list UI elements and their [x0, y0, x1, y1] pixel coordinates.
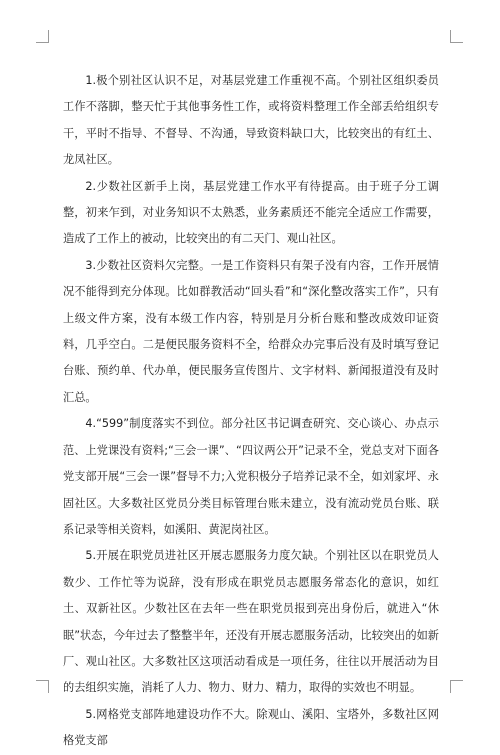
paragraph-5: 5.开展在职党员进社区开展志愿服务力度欠缺。个别社区以在职党员人数少、工作忙等为说辞，没有形成在职党员志愿服务常态化的意识，如红土、双新社区。少数社区在去年一些在职党员报到亮出身份后，就进入“休眠”状态，今年过去了整整半年，还没有开展志愿服务活动，比较突出的如新厂、观山社区。大多数社区这项活动看成是一项任务，往往以开展活动为目的去组织实施，消耗了人力、物力、财力、精力，取得的实效也不明显。 — [63, 549, 439, 695]
document-body — [63, 68, 439, 755]
paragraph-6: 5.网格党支部阵地建设功作不大。除观山、溪阳、宝塔外，多数社区网格党支部 — [63, 707, 439, 748]
crop-mark-bottom-right — [450, 680, 463, 693]
paragraph-2: 2.少数社区新手上岗，基层党建工作水平有待提高。由于班子分工调整，初来乍到，对业务知识不太熟悉，业务素质还不能完全适应工作需要，造成了工作上的被动，比较突出的有二天门、观山社区。 — [63, 179, 439, 246]
crop-mark-top-left — [36, 30, 49, 43]
crop-mark-top-right — [450, 30, 463, 43]
paragraph-4: 4.“599”制度落实不到位。部分社区书记调查研究、交心谈心、办点示范、上党课没有资料;“三会一课”、“四议两公开”记录不全，党总支对下面各党支部开展“三会一课”督导不力;入党积极分子培养记录不全，如刘家坪、永固社区。大多数社区党员分类目标管理台账未建立，没有流动党员台账、联系记录等相关资料，如溪阳、黄泥岗社区。 — [63, 417, 439, 536]
paragraph-1: 1.极个别社区认识不足，对基层党建工作重视不高。个别社区组织委员工作不落脚，整天忙于其他事务性工作，或将资料整理工作全部丢给组织专干，平时不指导、不督导、不沟通，导致资料缺口大，比较突出的有红土、龙凤社区。 — [63, 74, 439, 167]
paragraph-3: 3.少数社区资料欠完整。一是工作资料只有架子没有内容，工作开展情况不能得到充分体现。比如群教活动“回头看”和“深化整改落实工作”，只有上级文件方案，没有本级工作内容，特别是月分析台账和整改成效印证资料，几乎空白。二是便民服务资料不全，给群众办完事后没有及时填写登记台账、预约单、代办单，便民服务宣传图片、文字材料、新闻报道没有及时汇总。 — [63, 258, 439, 404]
crop-mark-bottom-left — [36, 680, 49, 693]
